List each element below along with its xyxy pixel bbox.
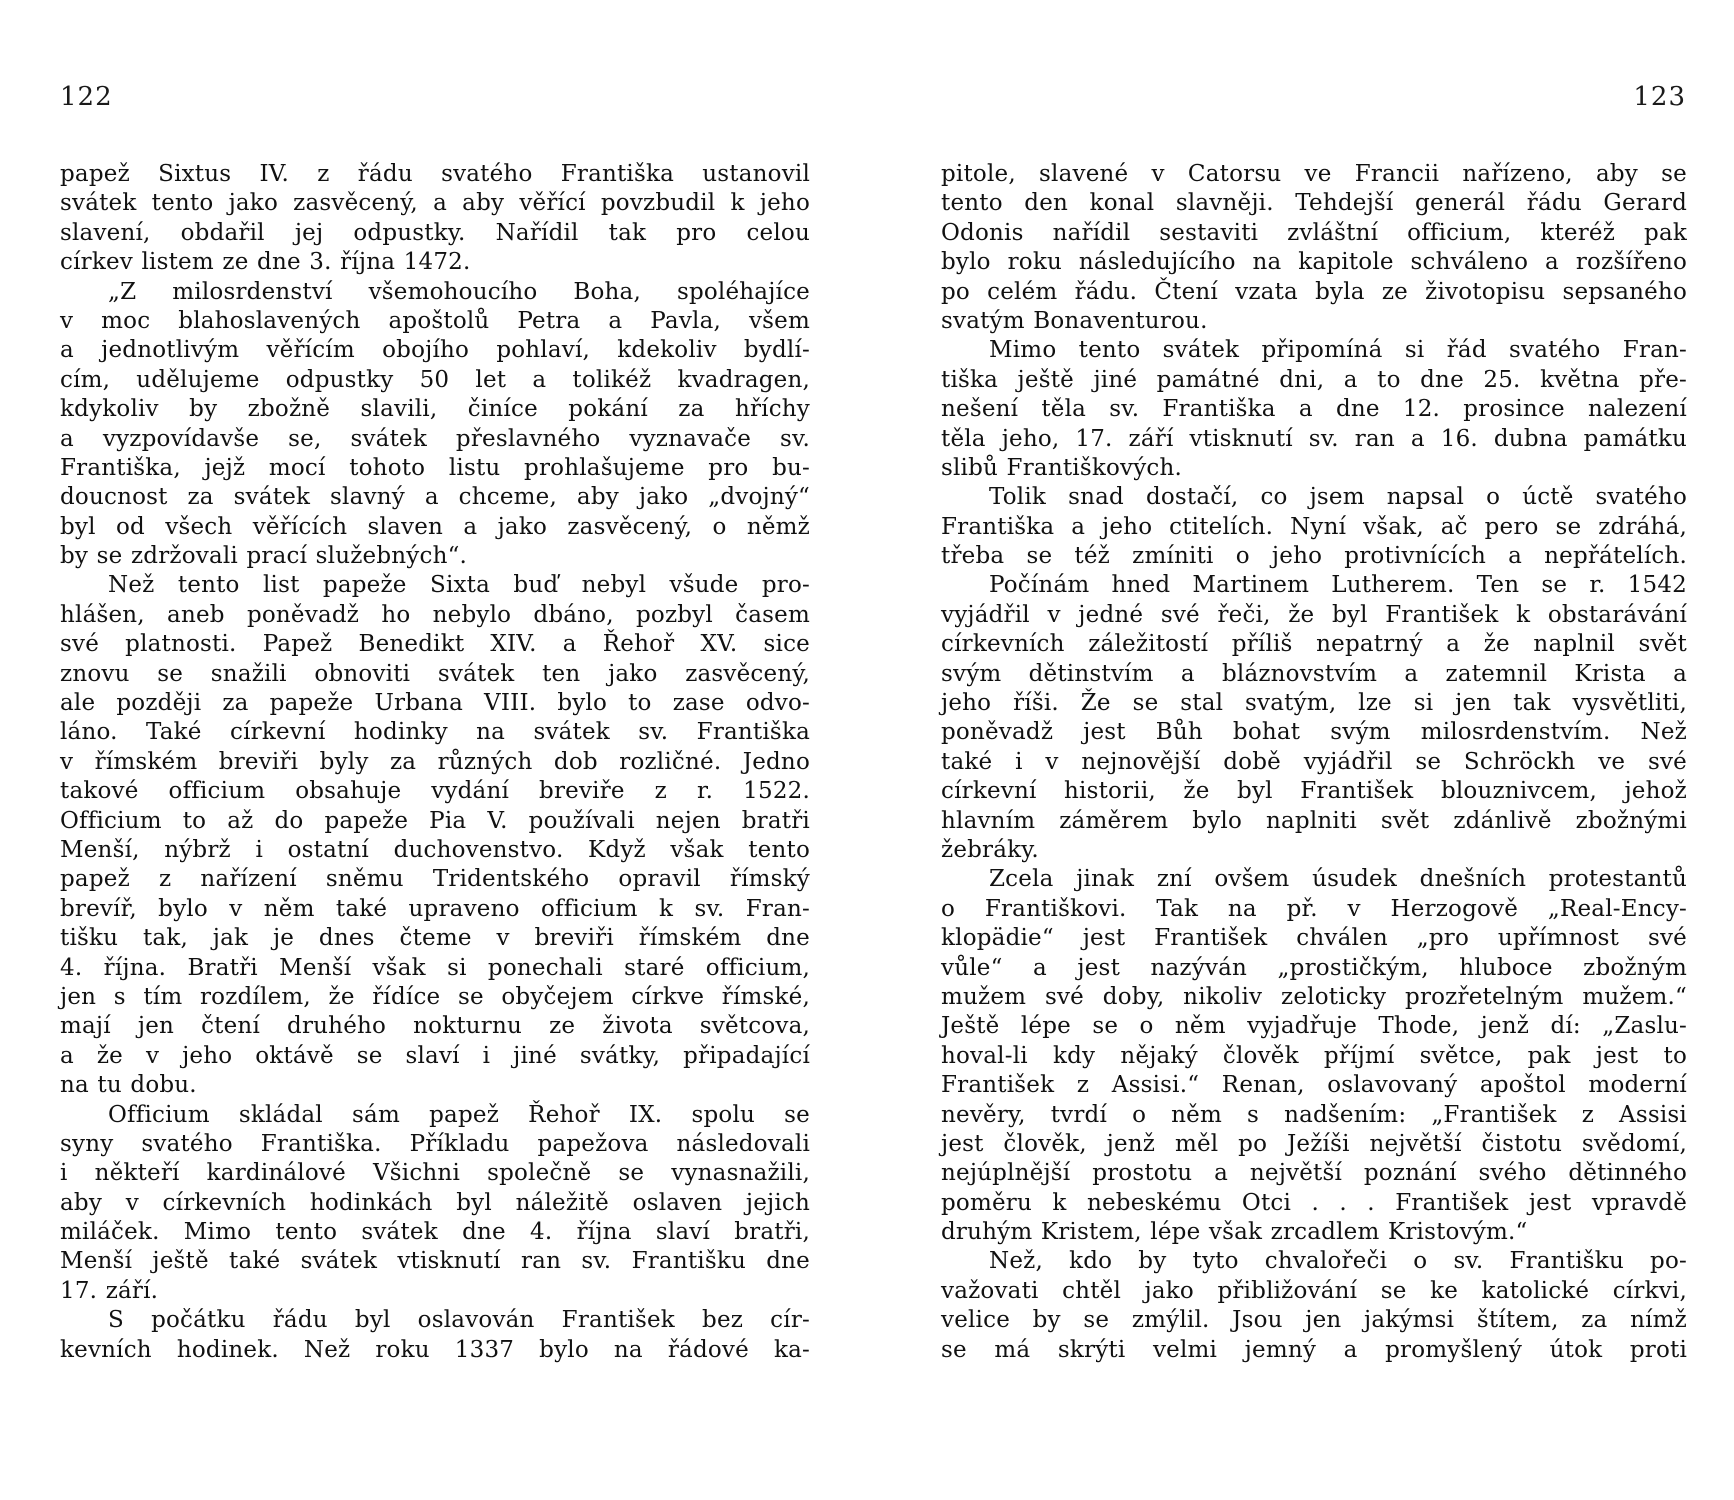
text-line: třeba se též zmíniti o jeho protivnících a nepřátelích. xyxy=(941,543,1687,570)
right-page-number: 123 xyxy=(1633,82,1686,112)
text-line: pitole, slavené v Catorsu ve Francii nařízeno, aby se xyxy=(941,161,1687,187)
right-page xyxy=(867,0,1734,1500)
text-line: o Františkovi. Tak na př. v Herzogově „Real-Ency- xyxy=(941,895,1687,922)
text-line: znovu se snažili obnoviti svátek ten jako zasvěcený, xyxy=(60,660,810,687)
text-line: mužem své doby, nikoliv zeloticky prozřetelným mužem.“ xyxy=(941,983,1687,1010)
text-line: aby v církevních hodinkách byl náležitě oslaven jejich xyxy=(60,1189,810,1216)
text-line: také i v nejnovější době vyjádřil se Schröckh ve své xyxy=(941,748,1687,775)
text-line: poněvadž jest Bůh bohat svým milosrdenstvím. Než xyxy=(941,719,1687,746)
text-line: Odonis nařídil sestaviti zvláštní officium, kteréž pak xyxy=(941,219,1687,246)
text-line: by se zdržovali prací služebných“. xyxy=(60,543,468,570)
text-line: i někteří kardinálové Všichni společně se vynasnažili, xyxy=(60,1160,810,1187)
text-line: Než, kdo by tyto chvalořeči o sv. Františku po- xyxy=(989,1248,1687,1275)
text-line: Františka a jeho ctitelích. Nyní však, ač pero se zdráhá, xyxy=(941,513,1687,540)
text-line: hlášen, aneb poněvadž ho nebylo dbáno, pozbyl časem xyxy=(60,601,810,628)
text-line: 17. září. xyxy=(60,1277,159,1304)
text-line: 4. října. Bratři Menší však si ponechali staré officium, xyxy=(60,954,810,981)
left-page-number: 122 xyxy=(60,82,113,112)
text-line: druhým Kristem, lépe však zrcadlem Kristovým.“ xyxy=(941,1219,1528,1246)
text-line: slibů Františkových. xyxy=(941,454,1183,481)
text-line: Officium skládal sám papež Řehoř IX. spolu se xyxy=(108,1101,810,1128)
text-line: po celém řádu. Čtení vzata byla ze životopisu sepsaného xyxy=(941,278,1687,305)
text-line: v římském breviři byly za různých dob rozličné. Jedno xyxy=(60,748,810,775)
text-line: brevíř, bylo v něm také upraveno officium k sv. Fran- xyxy=(60,895,810,922)
text-line: „Z milosrdenství všemohoucího Boha, spoléhajíce xyxy=(108,278,810,305)
text-line: Menší, nýbrž i ostatní duchovenstvo. Když však tento xyxy=(60,836,810,863)
right-page-text xyxy=(941,160,1687,1365)
text-line: Než tento list papeže Sixta buď nebyl všude pro- xyxy=(108,572,810,599)
left-page-text xyxy=(60,160,810,1365)
text-line: Mimo tento svátek připomíná si řád svatého Fran- xyxy=(989,337,1687,364)
text-line: a že v jeho oktávě se slaví i jiné svátky, připadající xyxy=(60,1042,810,1069)
text-line: papež z nařízení sněmu Tridentského opravil římský xyxy=(60,866,810,893)
text-line: nešení těla sv. Františka a dne 12. prosince nalezení xyxy=(941,396,1687,423)
text-line: nejúplnější prostotu a největší poznání svého dětinného xyxy=(941,1160,1687,1187)
text-line: kevních hodinek. Než roku 1337 bylo na řádové ka- xyxy=(60,1336,810,1363)
text-line: a vyzpovídavše se, svátek přeslavného vyznavače sv. xyxy=(60,425,810,452)
text-line: nevěry, tvrdí o něm s nadšením: „František z Assisi xyxy=(941,1101,1687,1128)
text-line: kdykoliv by zbožně slavili, činíce pokání za hříchy xyxy=(60,396,810,423)
text-line: cím, udělujeme odpustky 50 let a tolikéž kvadragen, xyxy=(60,366,810,393)
text-line: klopädie“ jest František chválen „pro upřímnost své xyxy=(941,925,1687,952)
text-line: v moc blahoslavených apoštolů Petra a Pavla, všem xyxy=(60,307,810,334)
text-line: láno. Také církevní hodinky na svátek sv. Františka xyxy=(60,719,810,746)
text-line: takové officium obsahuje vydání breviře z r. 1522. xyxy=(60,778,810,805)
text-line: vyjádřil v jedné své řeči, že byl František k obstarávání xyxy=(941,601,1687,628)
text-line: církevních záležitostí příliš nepatrný a že naplnil svět xyxy=(941,631,1687,658)
text-line: slavení, obdařil jej odpustky. Nařídil tak pro celou xyxy=(60,219,810,246)
text-line: hoval-li kdy nějaký člověk příjmí světce, pak jest to xyxy=(941,1042,1687,1069)
text-line: doucnost za svátek slavný a chceme, aby jako „dvojný“ xyxy=(60,484,810,511)
text-line: syny svatého Františka. Příkladu papežova následovali xyxy=(60,1130,810,1157)
text-line: svátek tento jako zasvěcený, a aby věřící povzbudil k jeho xyxy=(60,190,810,217)
text-line: těla jeho, 17. září vtisknutí sv. ran a 16. dubna památku xyxy=(941,425,1687,452)
text-line: Officium to až do papeže Pia V. používali nejen bratři xyxy=(60,807,810,834)
text-line: na tu dobu. xyxy=(60,1072,197,1099)
text-line: Františka, jejž mocí tohoto listu prohlašujeme pro bu- xyxy=(60,454,810,481)
text-line: církevní historii, že byl František blouznivcem, jehož xyxy=(941,778,1687,805)
text-line: církev listem ze dne 3. října 1472. xyxy=(60,249,471,276)
text-line: Menší ještě také svátek vtisknutí ran sv. Františku dne xyxy=(60,1248,810,1275)
text-line: žebráky. xyxy=(941,836,1039,863)
text-line: poměru k nebeskému Otci . . . František jest vpravdě xyxy=(941,1189,1687,1216)
text-line: Ještě lépe se o něm vyjadřuje Thode, jenž dí: „Zaslu- xyxy=(941,1013,1687,1040)
text-line: papež Sixtus IV. z řádu svatého Františka ustanovil xyxy=(60,161,810,187)
text-line: važovati chtěl jako přibližování se ke katolické církvi, xyxy=(941,1277,1687,1304)
text-line: vůle“ a jest nazýván „prostičkým, hluboce zbožným xyxy=(941,954,1687,981)
text-line: hlavním záměrem bylo naplniti svět zdánlivě zbožnými xyxy=(941,807,1687,834)
text-line: a jednotlivým věřícím obojího pohlaví, kdekoliv bydlí- xyxy=(60,337,810,364)
text-line: jen s tím rozdílem, že řídíce se obyčejem církve římské, xyxy=(60,983,810,1010)
text-line: mají jen čtení druhého nokturnu ze života světcova, xyxy=(60,1013,810,1040)
text-line: tiška ještě jiné památné dni, a to dne 25. května pře- xyxy=(941,366,1687,393)
text-line: ale později za papeže Urbana VIII. bylo to zase odvo- xyxy=(60,690,810,717)
text-line: tišku tak, jak je dnes čteme v breviři římském dne xyxy=(60,925,810,952)
text-line: tento den konal slavněji. Tehdejší generál řádu Gerard xyxy=(941,190,1687,217)
text-line: se má skrýti velmi jemný a promyšlený útok proti xyxy=(941,1336,1687,1363)
text-line: bylo roku následujícího na kapitole schváleno a rozšířeno xyxy=(941,249,1687,276)
text-line: jeho říši. Že se stal svatým, lze si jen tak vysvětliti, xyxy=(941,690,1687,717)
text-line: Počínám hned Martinem Lutherem. Ten se r. 1542 xyxy=(989,572,1687,599)
text-line: jest člověk, jenž měl po Ježíši největší čistotu svědomí, xyxy=(941,1130,1687,1157)
text-line: byl od všech věřících slaven a jako zasvěcený, o němž xyxy=(60,513,810,540)
text-line: své platnosti. Papež Benedikt XIV. a Řehoř XV. sice xyxy=(60,631,810,658)
text-line: velice by se zmýlil. Jsou jen jakýmsi štítem, za nímž xyxy=(941,1307,1687,1334)
text-line: miláček. Mimo tento svátek dne 4. října slaví bratři, xyxy=(60,1219,810,1246)
text-line: svým dětinstvím a bláznovstvím a zatemnil Krista a xyxy=(941,660,1687,687)
text-line: svatým Bonaventurou. xyxy=(941,307,1208,334)
text-line: Tolik snad dostačí, co jsem napsal o úctě svatého xyxy=(989,484,1687,511)
text-line: S počátku řádu byl oslavován František bez cír- xyxy=(108,1307,810,1334)
text-line: Zcela jinak zní ovšem úsudek dnešních protestantů xyxy=(989,866,1687,893)
text-line: František z Assisi.“ Renan, oslavovaný apoštol moderní xyxy=(941,1072,1687,1099)
